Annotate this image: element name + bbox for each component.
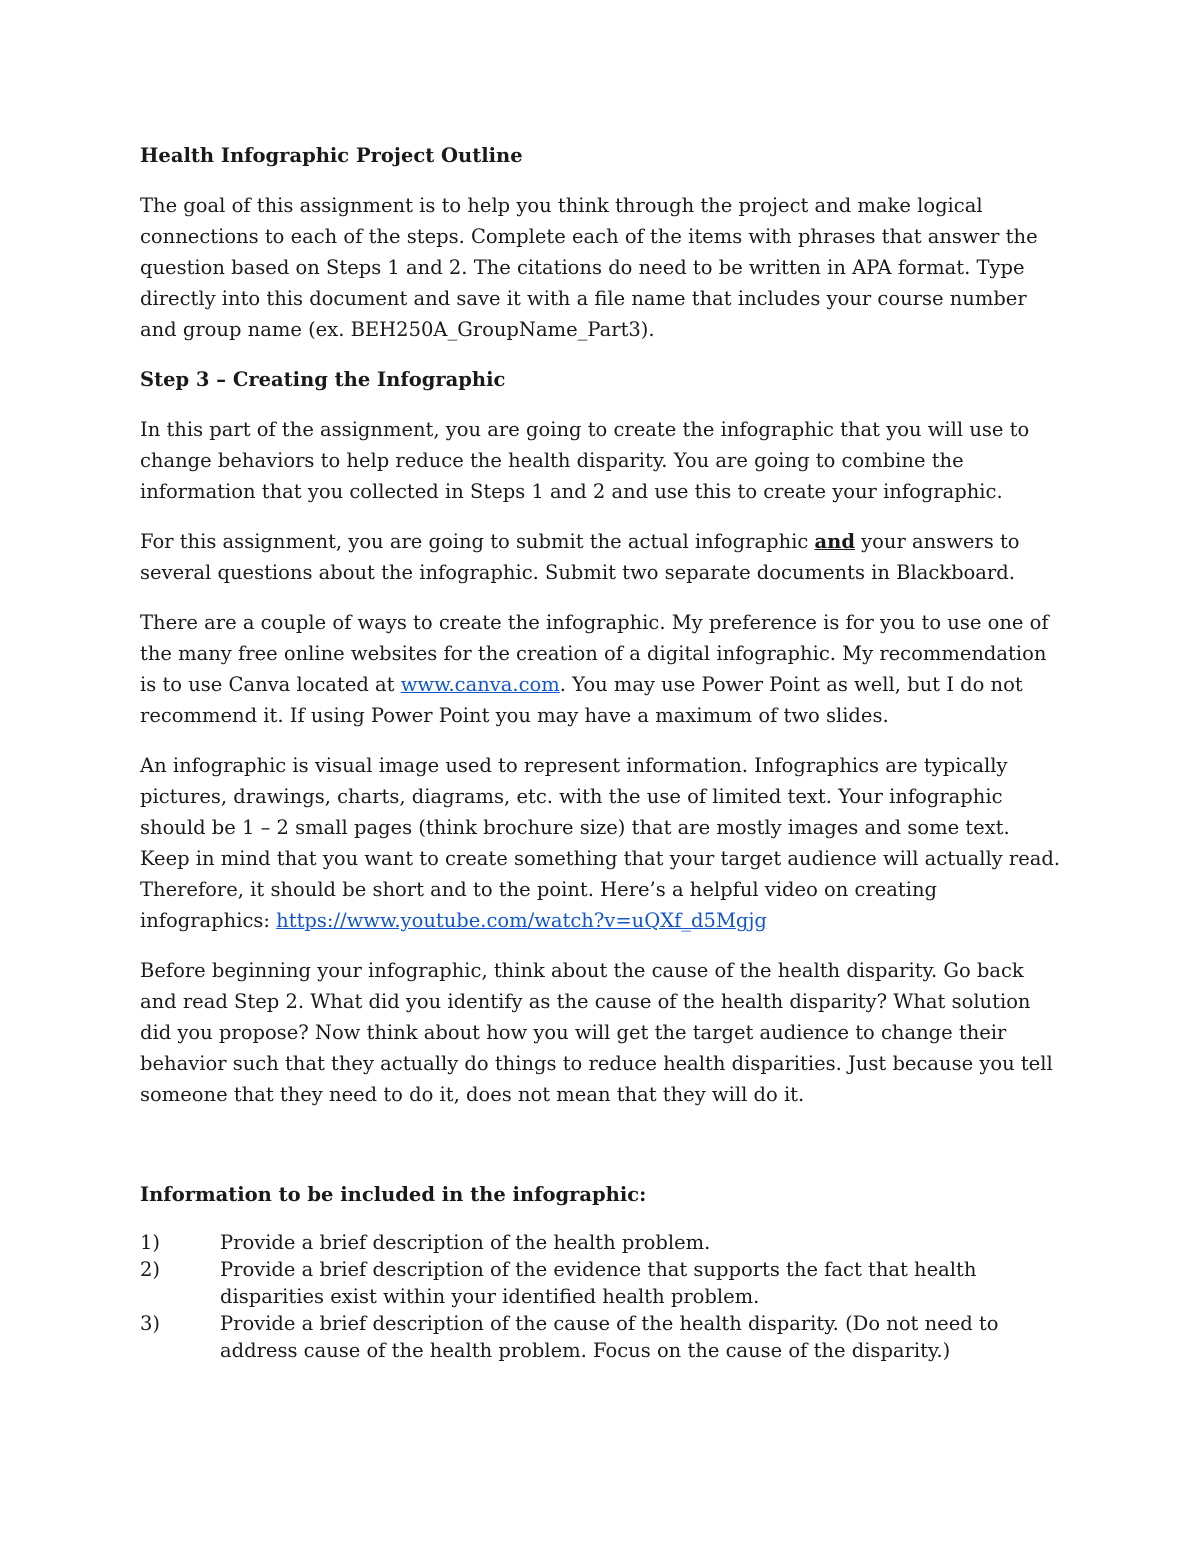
paragraph-overview: In this part of the assignment, you are going to create the infographic that you will use to change behaviors to help reduce the health disparity. You are going to combine the information that you collected in Steps 1 and 2 and use this to create your infographic. (140, 418, 1030, 503)
intro-paragraph: The goal of this assignment is to help you think through the project and make logical connections to each of the steps. Complete each of the items with phrases that answer the question based on Steps 1 and 2. The citations do need to be written in APA format. Type directly into this document and save it with a file name that includes your course number and group name (ex. BEH250A_GroupName_Part3). (140, 194, 1038, 341)
paragraph-tools-text-after: . You may use Power Point as well, but I do not recommend it. If using Power Point you may have a maximum of two slides. (140, 673, 1023, 727)
paragraph-tools-text-before: There are a couple of ways to create the infographic. My preference is for you to use one of the many free online websites for the creation of a digital infographic. My recommendation is to use Canva located at (140, 611, 1049, 696)
paragraph-before-beginning: Before beginning your infographic, think about the cause of the health disparity. Go back and read Step 2. What did you identify as the cause of the health disparity? What solution did you propose? Now think about how you will get the target audience to change their behavior such that they actually do things to reduce health disparities. Just because you tell someone that they need to do it, does not mean that they will do it. (140, 959, 1053, 1106)
info-heading: Information to be included in the infographic: (140, 1183, 647, 1206)
blank-line (140, 1129, 1065, 1179)
paragraph-submission-text-before: For this assignment, you are going to submit the actual infographic (140, 530, 815, 553)
list-item-number: 3) (140, 1312, 161, 1335)
list-item (140, 1256, 1065, 1310)
list-item-number: 1) (140, 1231, 161, 1254)
youtube-link[interactable]: https://www.youtube.com/watch?v=uQXf_d5Mgjg (276, 909, 767, 932)
canva-link[interactable]: www.canva.com (400, 673, 560, 696)
emphasis-and: and (814, 530, 855, 553)
step-heading: Step 3 – Creating the Infographic (140, 368, 506, 391)
list-item-number: 2) (140, 1258, 161, 1281)
list-item-text: Provide a brief description of the cause of the health disparity. (Do not need to address cause of the health problem. Focus on the cause of the disparity.) (220, 1312, 999, 1362)
list-item (140, 1310, 1065, 1364)
list-item (140, 1229, 1065, 1256)
paragraph-definition (140, 750, 1065, 936)
paragraph-definition-text: An infographic is visual image used to represent information. Infographics are typically pictures, drawings, charts, diagrams, etc. with the use of limited text. Your infographic should be 1 – 2 small pages (think brochure size) that are mostly images and some text. Keep in mind that you want to create something that your target audience will actually read. Therefore, it should be short and to the point. Here’s a helpful video on creating infographics: (140, 754, 1061, 932)
info-list (140, 1229, 1065, 1364)
list-item-text: Provide a brief description of the evidence that supports the fact that health disparities exist within your identified health problem. (220, 1258, 977, 1308)
document-title: Health Infographic Project Outline (140, 144, 523, 167)
paragraph-submission-text-after: your answers to several questions about the infographic. Submit two separate documents in Blackboard. (140, 530, 1020, 584)
document-body (140, 140, 1065, 1364)
paragraph-submission (140, 526, 1065, 588)
list-item-text: Provide a brief description of the health problem. (220, 1231, 711, 1254)
paragraph-tools (140, 607, 1065, 731)
